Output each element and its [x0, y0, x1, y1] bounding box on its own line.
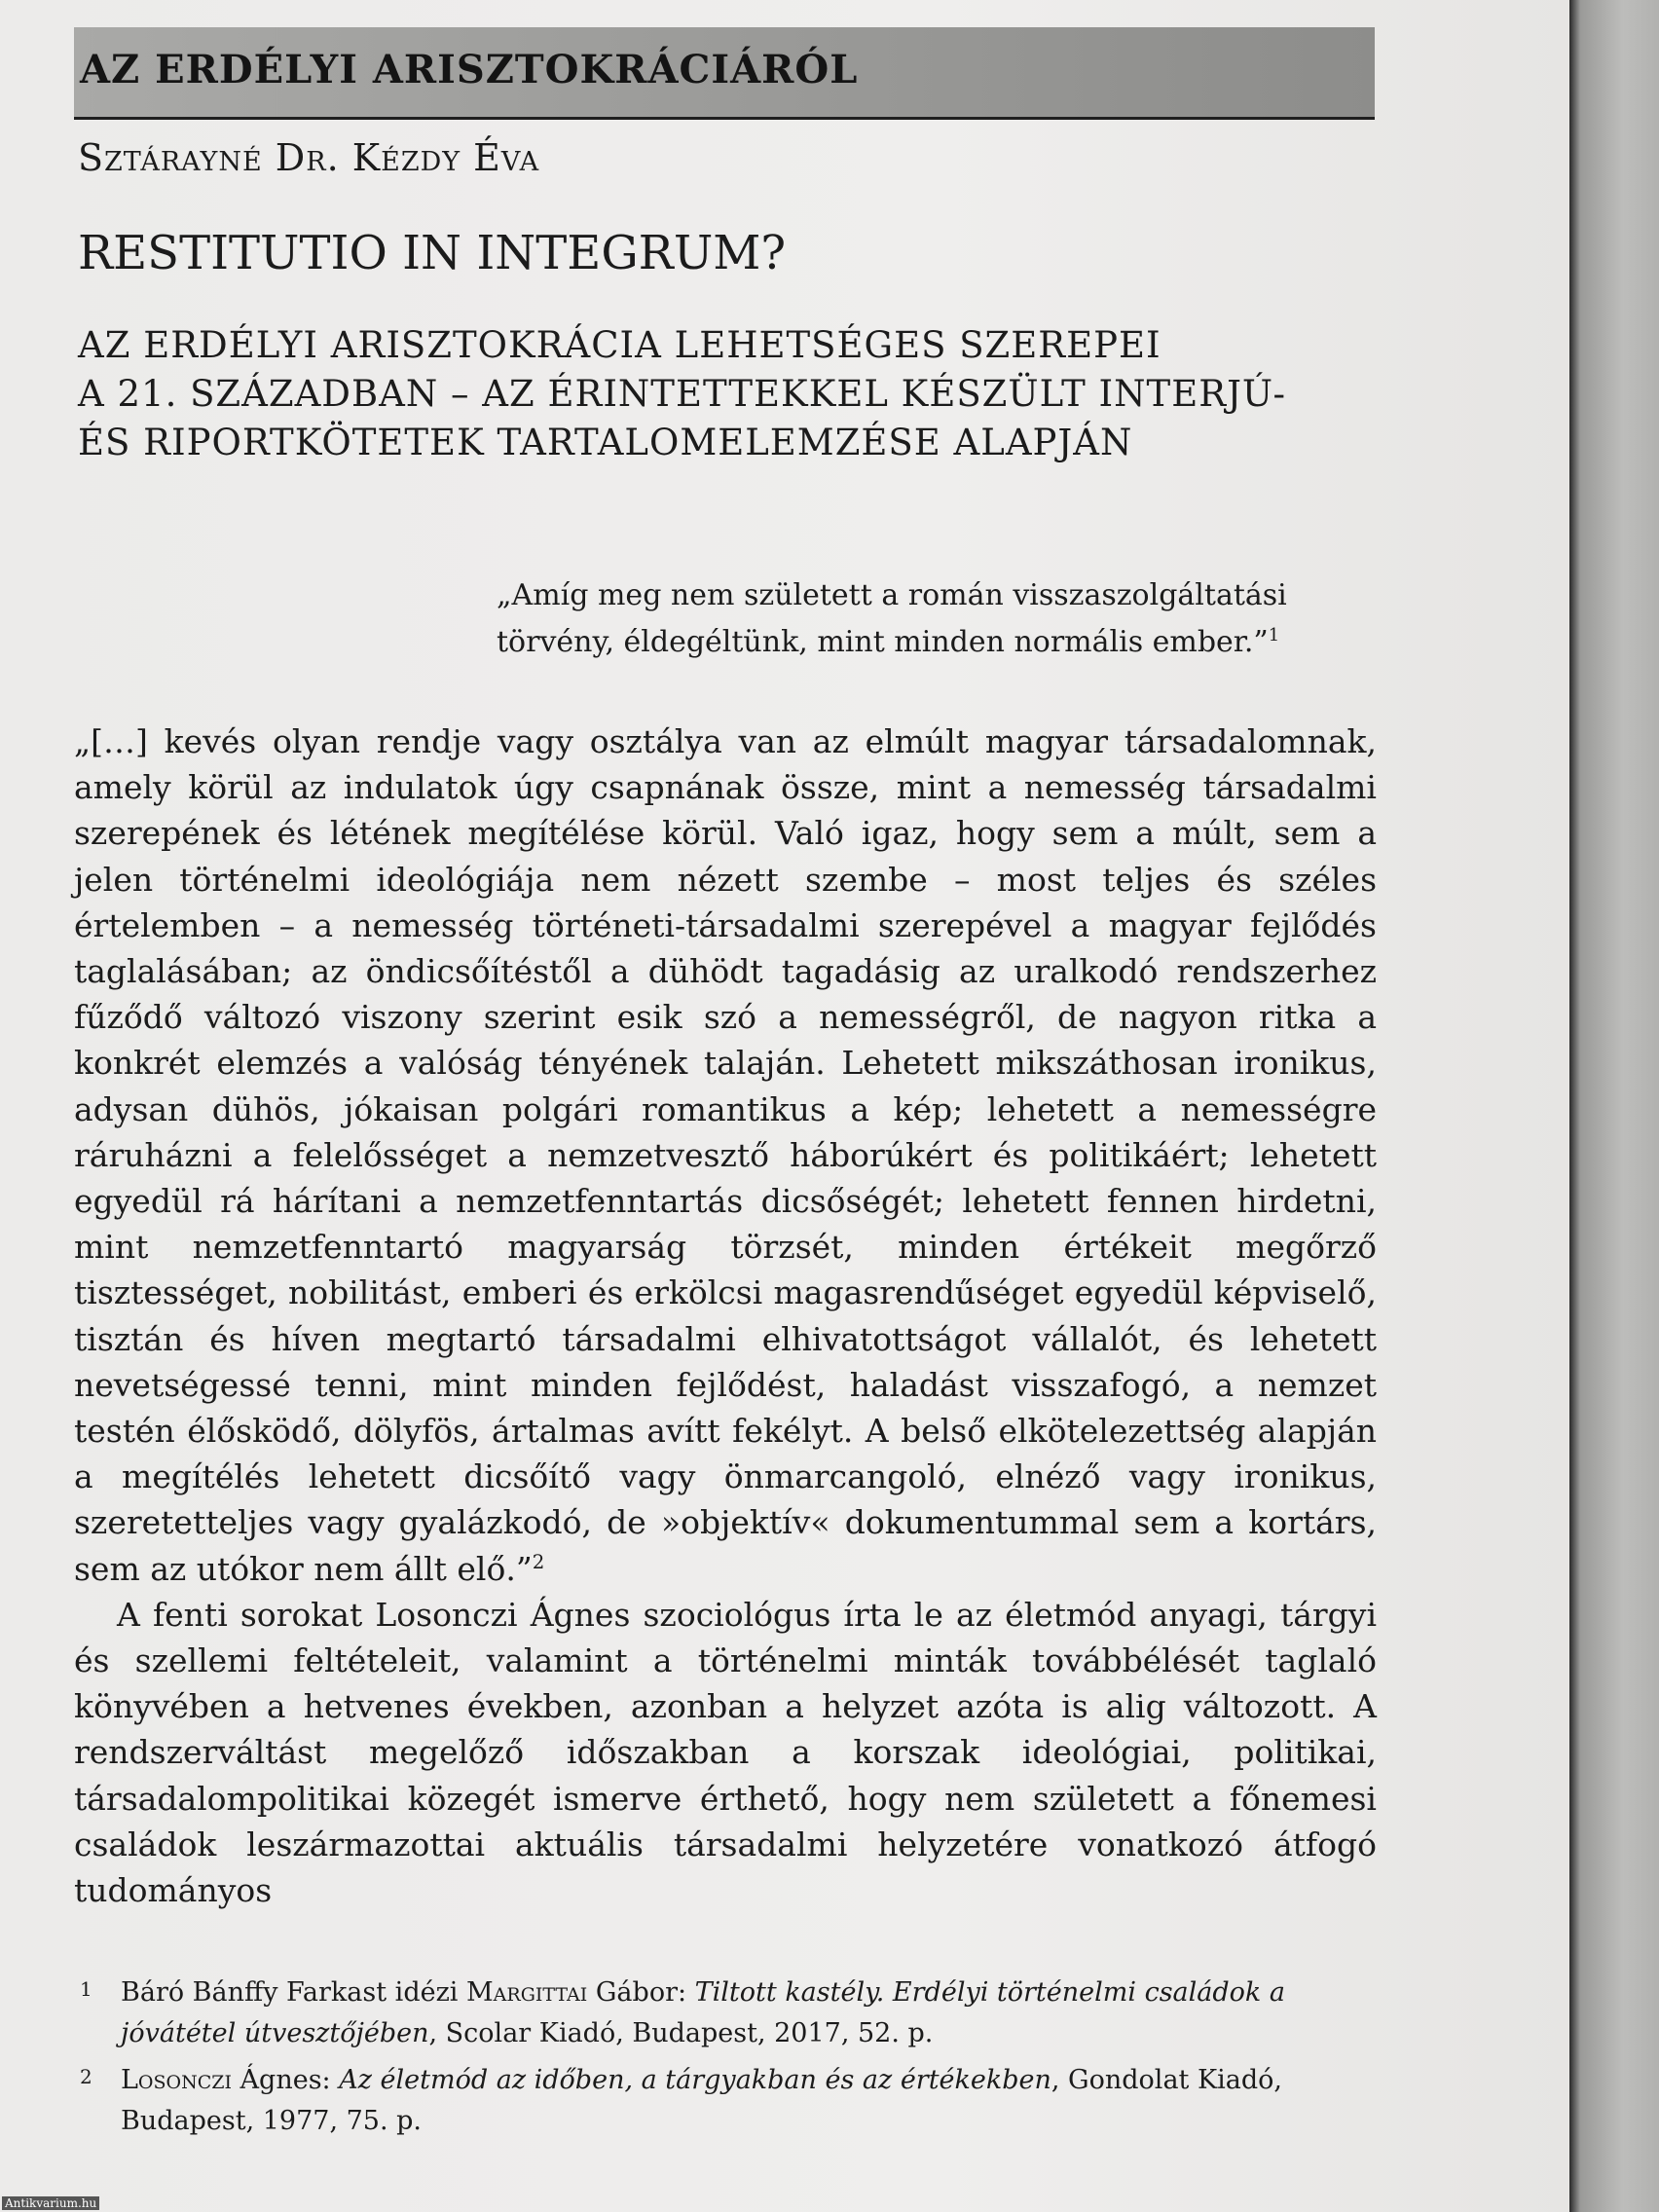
epigraph-line-text: törvény, éldegéltünk, mint minden normális ember.”: [497, 625, 1269, 659]
body-paragraph: A fenti sorokat Losonczi Ágnes szociológus írta le az életmód anyagi, tárgyi és szellemi feltételeit, valamint a történelmi minták továbbélését taglaló könyvében a hetvenes években, azonban a helyzet azóta is alig változott. A rendszerváltást megelőző időszakban a korszak ideológiai, politikai, társadalompolitikai közegét ismerve érthető, hogy nem született a főnemesi családok leszármazottai aktuális társadalmi helyzetére vonatkozó átfogó tudományos: [74, 1595, 1377, 1910]
watermark: Antikvarium.hu: [2, 2196, 99, 2210]
footnote-ref-1: 1: [1268, 625, 1280, 646]
article-subtitle: [78, 321, 1344, 467]
facing-page-edge: [1569, 0, 1659, 2212]
epigraph-line: „Amíg meg nem született a román visszaszolgáltatási: [497, 578, 1287, 612]
footnote-author-rest: Ágnes:: [231, 2065, 340, 2095]
subtitle-line: A 21. SZÁZADBAN – AZ ÉRINTETTEKKEL KÉSZÜLT INTERJÚ-: [78, 373, 1286, 415]
footnote-ref-2: 2: [532, 1550, 545, 1573]
footnote-work-title: Az életmód az időben, a tárgyakban és az értékekben: [339, 2065, 1051, 2095]
epigraph-quote: [497, 572, 1353, 666]
subtitle-line: ÉS RIPORTKÖTETEK TARTALOMELEMZÉSE ALAPJÁN: [78, 422, 1133, 463]
footnote-prefix: Báró Bánffy Farkast idézi: [121, 1977, 467, 2008]
footnote-2: [78, 2060, 1379, 2142]
footnotes: [78, 1972, 1379, 2148]
body-text: [74, 719, 1377, 1913]
footnote-work-title: Tiltott kastély. Erdélyi történelmi családok a jóvátétel útvesztőjében: [121, 1977, 1285, 2048]
article-title: RESTITUTIO IN INTEGRUM?: [78, 226, 787, 280]
footnote-number: 1: [80, 1977, 92, 2001]
footnote-number: 2: [80, 2065, 92, 2088]
footnote-author: Margittai: [466, 1977, 588, 2008]
section-header-band: [74, 27, 1375, 120]
article-author: Sztárayné Dr. Kézdy Éva: [78, 136, 540, 179]
footnote-author: Losonczi: [121, 2065, 232, 2095]
quote-paragraph: [74, 719, 1377, 1592]
quote-text: „[…] kevés olyan rendje vagy osztálya van az elmúlt magyar társadalomnak, amely körül az indulatok úgy csapnának össze, mint a nemesség társadalmi szerepének és létének megítélése körül. Való igaz, hogy sem a múlt, sem a jelen történelmi ideológiája nem nézett szembe – most teljes és széles értelemben – a nemesség történeti-társadalmi szerepével a magyar fejlődés taglalásában; az öndicsőítéstől a dühödt tagadásig az uralkodó rendszerhez fűződő változó viszony szerint esik szó a nemességről, de nagyon ritka a konkrét elemzés a valóság tényének talaján. Lehetett mikszáthosan ironikus, adysan dühös, jókaisan polgári romantikus a kép; lehetett a nemességre ráruházni a felelősséget a nemzetvesztő háborúkért és politikáért; lehetett egyedül rá hárítani a nemzetfenntartás dicsőségét; lehetett fennen hirdetni, mint nemzetfenntartó magyarság törzsét, minden értékeit megőrző tisztességet, nobilitást, emberi és erkölcsi magasrendűséget egyedül képviselő, tisztán és híven megtartó társadalmi elhivatottságot vállalót, és lehetett nevetségessé tenni, mint minden fejlődést, haladást visszafogó, a nemzet testén élősködő, dölyfös, ártalmas avítt fekélyt. A belső elkötelezettség alapján a megítélés lehetett dicsőítő vagy önmarcangoló, elnéző vagy ironikus, szeretetteljes vagy gyalázkodó, de »objektív« dokumentummal sem a kortárs, sem az utókor nem állt elő.”: [74, 722, 1377, 1588]
footnote-author-rest: Gábor:: [587, 1977, 695, 2008]
section-header-title: AZ ERDÉLYI ARISZTOKRÁCIÁRÓL: [80, 47, 859, 92]
footnote-1: [78, 1972, 1379, 2054]
subtitle-line: AZ ERDÉLYI ARISZTOKRÁCIA LEHETSÉGES SZEREPEI: [78, 324, 1161, 366]
footnote-publication: , Scolar Kiadó, Budapest, 2017, 52. p.: [428, 2018, 934, 2048]
epigraph-line: [497, 619, 1353, 666]
footnote-publication: , Gondolat Kiadó, Budapest, 1977, 75. p.: [121, 2065, 1282, 2136]
